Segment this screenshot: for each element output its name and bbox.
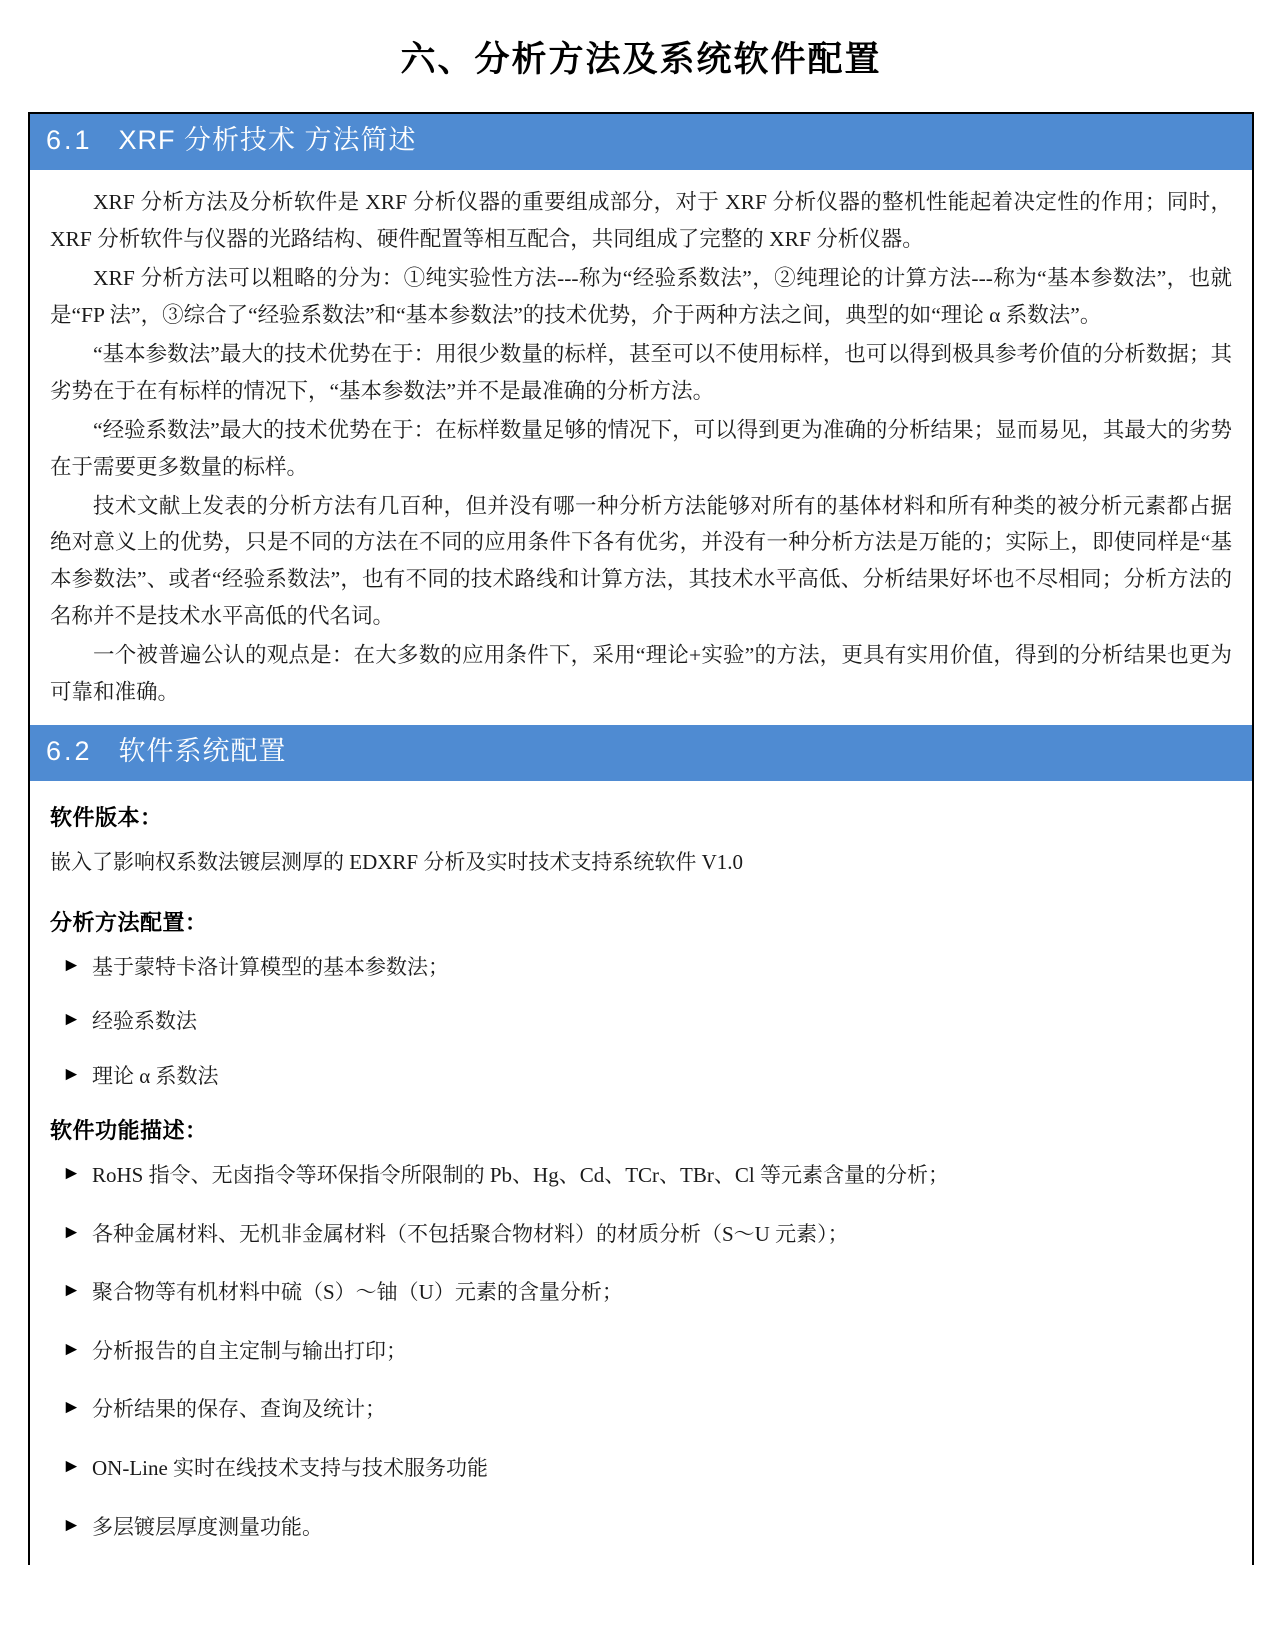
section-title-6-2: 软件系统配置 bbox=[118, 736, 287, 767]
list-item bbox=[50, 1005, 1232, 1038]
list-item bbox=[50, 1393, 1232, 1426]
list-item-label: 各种金属材料、无机非金属材料（不包括聚合物材料）的材质分析（S～U 元素）； bbox=[92, 1221, 849, 1246]
function-description-list bbox=[50, 1159, 1232, 1543]
method-config-label: 分析方法配置： bbox=[50, 909, 208, 935]
section-number-6-2: 6.2 bbox=[46, 736, 93, 767]
list-item-label: 分析结果的保存、查询及统计； bbox=[92, 1397, 386, 1422]
list-item-label: ON-Line 实时在线技术支持与技术服务功能 bbox=[92, 1456, 489, 1481]
list-item bbox=[50, 1511, 1232, 1544]
method-config-list bbox=[50, 951, 1232, 1093]
paragraph: 一个被普遍公认的观点是：在大多数的应用条件下，采用“理论+实验”的方法，更具有实用价值，得到的分析结果也更为可靠和准确。 bbox=[50, 643, 1232, 705]
bullet-triangle-icon: ► bbox=[62, 1280, 81, 1302]
section-body-6-2 bbox=[30, 781, 1252, 1565]
list-item-label: 分析报告的自主定制与输出打印； bbox=[92, 1338, 407, 1363]
section-title-6-1: XRF 分析技术 方法简述 bbox=[118, 125, 417, 155]
list-item-label: RoHS 指令、无卤指令等环保指令所限制的 Pb、Hg、Cd、TCr、TBr、Cl 等元素含量的分析； bbox=[92, 1163, 949, 1188]
software-version-label: 软件版本： bbox=[50, 805, 163, 831]
paragraph: XRF 分析方法及分析软件是 XRF 分析仪器的重要组成部分，对于 XRF 分析仪器的整机性能起着决定性的作用；同时，XRF 分析软件与仪器的光路结构、硬件配置等相互配合，共同组成了完整的 XRF 分析仪器。 bbox=[50, 189, 1232, 251]
paragraph: “基本参数法”最大的技术优势在于：用很少数量的标样，甚至可以不使用标样，也可以得到极具参考价值的分析数据；其劣势在于在有标样的情况下，“基本参数法”并不是最准确的分析方法。 bbox=[50, 341, 1232, 403]
bullet-triangle-icon: ► bbox=[62, 1163, 81, 1185]
list-item-label: 经验系数法 bbox=[92, 1009, 197, 1034]
paragraph: XRF 分析方法可以粗略的分为：①纯实验性方法---称为“经验系数法”，②纯理论的计算方法---称为“基本参数法”，也就是“FP 法”，③综合了“经验系数法”和“基本参数法”的技术优势，介于两种方法之间，典型的如“理论 α 系数法”。 bbox=[50, 265, 1232, 327]
paragraph: “经验系数法”最大的技术优势在于：在标样数量足够的情况下，可以得到更为准确的分析结果；显而易见，其最大的劣势在于需要更多数量的标样。 bbox=[50, 417, 1232, 479]
list-item bbox=[50, 1218, 1232, 1251]
page-title: 六、分析方法及系统软件配置 bbox=[400, 40, 882, 79]
function-description-label: 软件功能描述： bbox=[50, 1118, 208, 1144]
list-item bbox=[50, 1159, 1232, 1192]
list-item bbox=[50, 1276, 1232, 1309]
section-header-6-1 bbox=[30, 114, 1252, 170]
bullet-triangle-icon: ► bbox=[62, 1338, 81, 1360]
bullet-triangle-icon: ► bbox=[62, 1397, 81, 1419]
list-item bbox=[50, 1452, 1232, 1485]
bullet-triangle-icon: ► bbox=[62, 1063, 81, 1085]
section-header-6-2 bbox=[30, 725, 1252, 781]
bullet-triangle-icon: ► bbox=[62, 1514, 81, 1536]
bullet-triangle-icon: ► bbox=[62, 1009, 81, 1031]
bullet-triangle-icon: ► bbox=[62, 954, 81, 976]
list-item-label: 基于蒙特卡洛计算模型的基本参数法； bbox=[92, 954, 449, 979]
software-version-value: 嵌入了影响权系数法镀层测厚的 EDXRF 分析及实时技术支持系统软件 V1.0 bbox=[50, 850, 744, 875]
list-item bbox=[50, 951, 1232, 984]
list-item-label: 理论 α 系数法 bbox=[92, 1063, 219, 1088]
list-item bbox=[50, 1335, 1232, 1368]
bullet-triangle-icon: ► bbox=[62, 1456, 81, 1478]
bullet-triangle-icon: ► bbox=[62, 1221, 81, 1243]
list-item-label: 聚合物等有机材料中硫（S）～铀（U）元素的含量分析； bbox=[92, 1280, 623, 1305]
content-frame bbox=[28, 112, 1254, 1565]
paragraph: 技术文献上发表的分析方法有几百种，但并没有哪一种分析方法能够对所有的基体材料和所有种类的被分析元素都占据绝对意义上的优势，只是不同的方法在不同的应用条件下各有优劣，并没有一种分析方法是万能的；实际上，即使同样是“基本参数法”、或者“经验系数法”，也有不同的技术路线和计算方法，其技术水平高低、分析结果好坏也不尽相同；分析方法的名称并不是技术水平高低的代名词。 bbox=[50, 493, 1232, 629]
list-item-label: 多层镀层厚度测量功能。 bbox=[92, 1514, 323, 1539]
section-body-6-1 bbox=[30, 170, 1252, 726]
section-number-6-1: 6.1 bbox=[46, 125, 93, 155]
list-item bbox=[50, 1060, 1232, 1093]
